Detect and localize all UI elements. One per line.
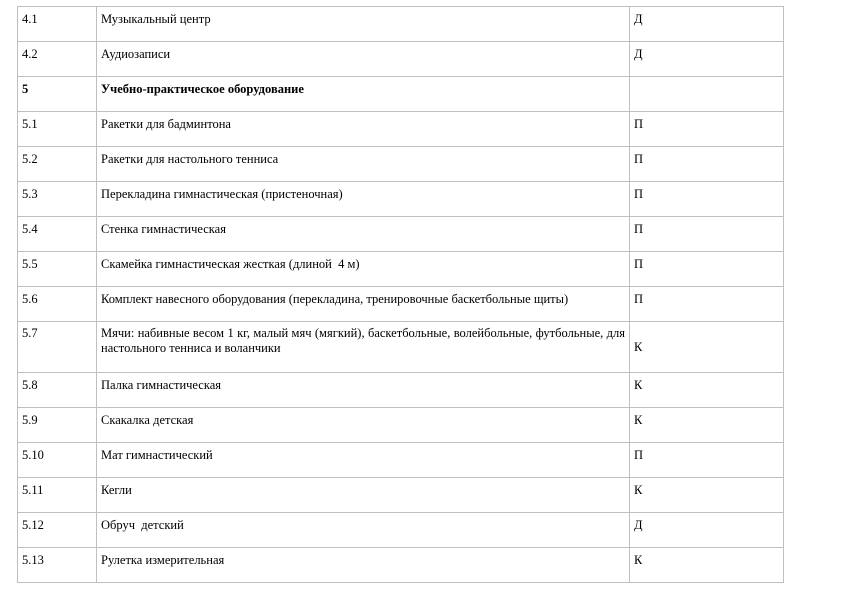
table-row — [18, 322, 784, 373]
row-name: Кегли — [97, 478, 630, 513]
table-row — [18, 408, 784, 443]
row-code: П — [630, 443, 784, 478]
table-row — [18, 112, 784, 147]
row-number: 5.12 — [18, 513, 97, 548]
row-number: 5.13 — [18, 548, 97, 583]
row-name: Обруч детский — [97, 513, 630, 548]
table-row — [18, 147, 784, 182]
row-name: Скакалка детская — [97, 408, 630, 443]
row-name: Рулетка измерительная — [97, 548, 630, 583]
table-row — [18, 7, 784, 42]
section-header-row — [18, 77, 784, 112]
row-number: 4.1 — [18, 7, 97, 42]
row-code: К — [630, 548, 784, 583]
row-code: Д — [630, 7, 784, 42]
table-row — [18, 478, 784, 513]
row-number: 5.10 — [18, 443, 97, 478]
row-code: П — [630, 287, 784, 322]
row-number: 5.4 — [18, 217, 97, 252]
row-name: Палка гимнастическая — [97, 373, 630, 408]
table-row — [18, 548, 784, 583]
row-number: 5.8 — [18, 373, 97, 408]
row-name: Перекладина гимнастическая (пристеночная) — [97, 182, 630, 217]
row-code: К — [630, 408, 784, 443]
table-row — [18, 252, 784, 287]
row-code: К — [630, 322, 784, 373]
row-number: 5.3 — [18, 182, 97, 217]
row-number: 5.11 — [18, 478, 97, 513]
row-number: 5.2 — [18, 147, 97, 182]
row-name: Мат гимнастический — [97, 443, 630, 478]
row-number: 4.2 — [18, 42, 97, 77]
row-name: Скамейка гимнастическая жесткая (длиной 4 м) — [97, 252, 630, 287]
section-number: 5 — [18, 77, 97, 112]
table-row — [18, 443, 784, 478]
table-row — [18, 513, 784, 548]
row-name: Ракетки для настольного тенниса — [97, 147, 630, 182]
equipment-table — [17, 6, 784, 583]
row-code: К — [630, 478, 784, 513]
section-title: Учебно-практическое оборудование — [97, 77, 630, 112]
row-code: П — [630, 112, 784, 147]
row-code: Д — [630, 42, 784, 77]
table-row — [18, 42, 784, 77]
row-name: Стенка гимнастическая — [97, 217, 630, 252]
row-number: 5.6 — [18, 287, 97, 322]
row-name: Комплект навесного оборудования (перекладина, тренировочные баскетбольные щиты) — [97, 287, 630, 322]
table-row — [18, 287, 784, 322]
row-name: Аудиозаписи — [97, 42, 630, 77]
table-row — [18, 182, 784, 217]
row-code — [630, 77, 784, 112]
row-code: К — [630, 373, 784, 408]
table-row — [18, 373, 784, 408]
row-code: П — [630, 252, 784, 287]
row-code: П — [630, 182, 784, 217]
row-code: П — [630, 217, 784, 252]
row-code: Д — [630, 513, 784, 548]
row-number: 5.1 — [18, 112, 97, 147]
row-name: Ракетки для бадминтона — [97, 112, 630, 147]
row-number: 5.9 — [18, 408, 97, 443]
row-name: Мячи: набивные весом 1 кг, малый мяч (мягкий), баскетбольные, волейбольные, футбольные, для настольного тенниса и воланчики — [97, 322, 630, 373]
row-code: П — [630, 147, 784, 182]
table-row — [18, 217, 784, 252]
row-number: 5.7 — [18, 322, 97, 373]
row-name: Музыкальный центр — [97, 7, 630, 42]
row-number: 5.5 — [18, 252, 97, 287]
